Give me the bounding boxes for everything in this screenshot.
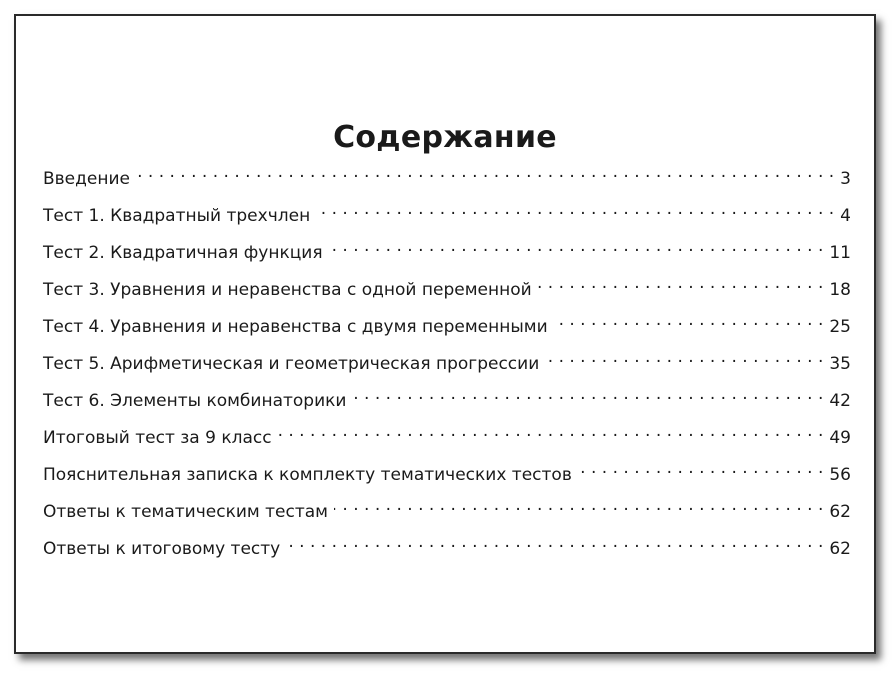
dot-leader (352, 382, 823, 406)
toc-entry-label: Итоговый тест за 9 класс (43, 428, 272, 448)
toc-entry-page-number: 35 (829, 354, 851, 374)
dot-leader (329, 234, 824, 258)
dot-leader (334, 493, 823, 517)
toc-entry-label: Тест 1. Квадратный трехчлен (43, 206, 311, 226)
toc-entry-page-number: 11 (829, 243, 851, 263)
toc-entry-final-answers[interactable] (43, 530, 851, 567)
toc-entry-page-number: 18 (829, 280, 851, 300)
toc-entry-label: Тест 2. Квадратичная функция (43, 243, 323, 263)
toc-entry-page-number: 62 (829, 539, 851, 559)
toc-entry-page-number: 62 (829, 502, 851, 522)
toc-entry-test-6[interactable] (43, 382, 851, 419)
toc-entry-label: Пояснительная записка к комплекту тематических тестов (43, 465, 572, 485)
page-title: Содержание (333, 120, 557, 155)
toc-entry-page-number: 42 (829, 391, 851, 411)
toc-entry-label: Тест 4. Уравнения и неравенства с двумя переменными (43, 317, 548, 337)
toc-entry-page-number: 3 (840, 169, 851, 189)
toc-entry-test-3[interactable] (43, 271, 851, 308)
dot-leader (545, 345, 823, 369)
dot-leader (286, 530, 823, 554)
toc-entry-label: Введение (43, 169, 130, 189)
dot-leader (278, 419, 824, 443)
table-of-contents (43, 160, 851, 567)
toc-entry-test-5[interactable] (43, 345, 851, 382)
toc-entry-test-1[interactable] (43, 197, 851, 234)
toc-entry-label: Тест 3. Уравнения и неравенства с одной переменной (43, 280, 532, 300)
toc-entry-test-2[interactable] (43, 234, 851, 271)
toc-entry-label: Ответы к итоговому тесту (43, 539, 281, 559)
dot-leader (578, 456, 824, 480)
toc-entry-page-number: 56 (829, 465, 851, 485)
toc-entry-label: Ответы к тематическим тестам (43, 502, 328, 522)
toc-entry-introduction[interactable] (43, 160, 851, 197)
dot-leader (554, 308, 824, 332)
toc-entry-final-test[interactable] (43, 419, 851, 456)
document-page (14, 14, 876, 654)
dot-leader (538, 271, 824, 295)
dot-leader (136, 160, 834, 184)
toc-entry-label: Тест 5. Арифметическая и геометрическая прогрессии (43, 354, 540, 374)
dot-leader (316, 197, 834, 221)
toc-entry-test-4[interactable] (43, 308, 851, 345)
toc-entry-label: Тест 6. Элементы комбинаторики (43, 391, 347, 411)
toc-entry-page-number: 25 (829, 317, 851, 337)
toc-entry-page-number: 4 (840, 206, 851, 226)
toc-entry-explanatory-note[interactable] (43, 456, 851, 493)
toc-entry-page-number: 49 (829, 428, 851, 448)
toc-entry-thematic-answers[interactable] (43, 493, 851, 530)
